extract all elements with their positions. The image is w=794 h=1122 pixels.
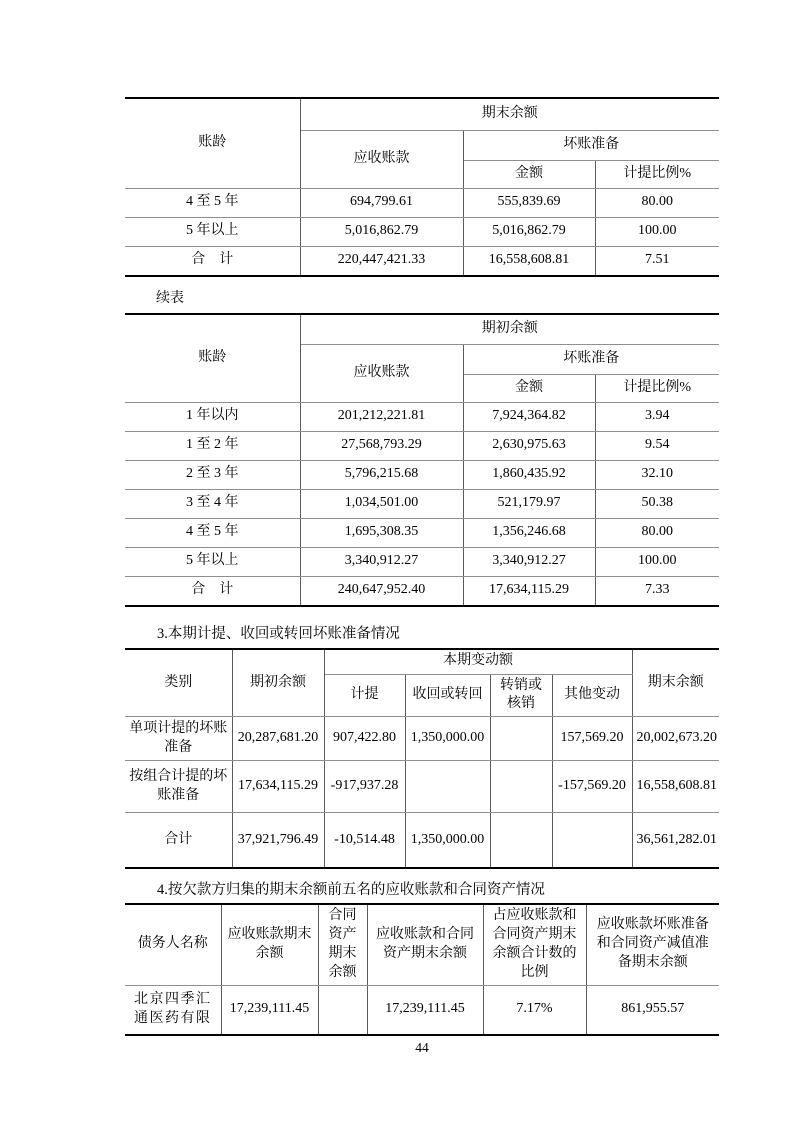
recovered-column-header: 收回或转回	[405, 674, 490, 717]
other-change-cell: 157,569.20	[552, 717, 632, 761]
table-row	[125, 402, 719, 431]
table-row	[125, 985, 719, 1034]
amount-cell: 555,839.69	[463, 188, 595, 217]
category-column-header: 类别	[125, 650, 232, 717]
amount-cell: 1,356,246.68	[463, 518, 595, 547]
closing-cell: 36,561,282.01	[632, 813, 719, 867]
other-change-column-header: 其他变动	[552, 674, 632, 717]
aging-beginning-balance-table	[125, 315, 719, 605]
table-row	[125, 761, 719, 813]
ratio-column-header: 计提比例%	[595, 160, 719, 188]
table-header-row	[125, 905, 719, 985]
aging-cell: 合 计	[125, 576, 300, 605]
ratio-column-header: 计提比例%	[595, 374, 719, 402]
aging-cell: 3 至 4 年	[125, 489, 300, 518]
aging-ending-balance-table-wrap	[125, 97, 719, 277]
ratio-cell: 7.51	[595, 246, 719, 275]
receivable-cell: 1,695,308.35	[300, 518, 463, 547]
receivable-column-header: 应收账款	[300, 130, 463, 188]
table-row	[125, 431, 719, 460]
table-row	[125, 188, 719, 217]
other-change-cell	[552, 813, 632, 867]
amount-column-header: 金额	[463, 374, 595, 402]
opening-balance-column-header: 期初余额	[232, 650, 324, 717]
aging-beginning-balance-table-wrap	[125, 313, 719, 607]
ratio-column-header: 占应收账款和合同资产期末余额合计数的比例	[483, 905, 586, 985]
amount-column-header: 金额	[463, 160, 595, 188]
receivable-cell: 240,647,952.40	[300, 576, 463, 605]
amount-cell: 5,016,862.79	[463, 217, 595, 246]
table-row	[125, 518, 719, 547]
section-4-heading: 4.按欠款方归集的期末余额前五名的应收账款和合同资产情况	[157, 882, 545, 898]
table-row	[125, 460, 719, 489]
table-row	[125, 547, 719, 576]
table-header-row	[125, 315, 719, 344]
aging-ending-balance-table	[125, 99, 719, 275]
combined-balance-cell: 17,239,111.45	[367, 985, 483, 1034]
aging-cell: 1 至 2 年	[125, 431, 300, 460]
debtor-cell: 北京四季汇通医药有限	[125, 985, 221, 1034]
amount-cell: 17,634,115.29	[463, 576, 595, 605]
debtor-column-header: 债务人名称	[125, 905, 221, 985]
contract-asset-cell	[318, 985, 367, 1034]
recovered-cell: 1,350,000.00	[405, 813, 490, 867]
table-header-row	[125, 650, 719, 674]
top-debtors-table-wrap	[125, 903, 719, 1036]
ratio-cell: 80.00	[595, 518, 719, 547]
written-off-cell	[490, 761, 552, 813]
receivable-cell: 694,799.61	[300, 188, 463, 217]
ratio-cell: 50.38	[595, 489, 719, 518]
aging-cell: 4 至 5 年	[125, 188, 300, 217]
aging-cell: 1 年以内	[125, 402, 300, 431]
aging-cell: 合 计	[125, 246, 300, 275]
table-header-row	[125, 99, 719, 130]
page-number: 44	[415, 1040, 429, 1055]
other-change-cell: -157,569.20	[552, 761, 632, 813]
amount-cell: 2,630,975.63	[463, 431, 595, 460]
aging-column-header: 账龄	[125, 315, 300, 402]
category-cell: 单项计提的坏账准备	[125, 717, 232, 761]
ending-balance-group-header: 期末余额	[300, 99, 719, 130]
aging-cell: 4 至 5 年	[125, 518, 300, 547]
aging-cell: 5 年以上	[125, 217, 300, 246]
provision-changes-table-wrap	[125, 648, 719, 869]
ratio-cell: 3.94	[595, 402, 719, 431]
total-row	[125, 813, 719, 867]
ratio-cell: 7.17%	[483, 985, 586, 1034]
amount-cell: 1,860,435.92	[463, 460, 595, 489]
provision-cell: -10,514.48	[324, 813, 405, 867]
ratio-cell: 7.33	[595, 576, 719, 605]
recovered-cell	[405, 761, 490, 813]
bad-debt-group-header: 坏账准备	[463, 344, 719, 374]
ar-closing-cell: 17,239,111.45	[221, 985, 318, 1034]
continued-table-label: 续表	[156, 291, 184, 306]
provision-column-header: 应收账款坏账准备和合同资产减值准备期末余额	[586, 905, 719, 985]
provision-cell: 861,955.57	[586, 985, 719, 1034]
aging-cell: 2 至 3 年	[125, 460, 300, 489]
written-off-cell	[490, 813, 552, 867]
category-cell: 合计	[125, 813, 232, 867]
receivable-cell: 27,568,793.29	[300, 431, 463, 460]
ratio-cell: 80.00	[595, 188, 719, 217]
beginning-balance-group-header: 期初余额	[300, 315, 719, 344]
provision-column-header: 计提	[324, 674, 405, 717]
receivable-cell: 1,034,501.00	[300, 489, 463, 518]
aging-column-header: 账龄	[125, 99, 300, 188]
opening-cell: 20,287,681.20	[232, 717, 324, 761]
contract-asset-column-header: 合同资产期末余额	[318, 905, 367, 985]
receivable-cell: 201,212,221.81	[300, 402, 463, 431]
receivable-cell: 5,796,215.68	[300, 460, 463, 489]
current-change-group-header: 本期变动额	[324, 650, 632, 674]
written-off-cell	[490, 717, 552, 761]
amount-cell: 521,179.97	[463, 489, 595, 518]
ratio-cell: 9.54	[595, 431, 719, 460]
opening-cell: 17,634,115.29	[232, 761, 324, 813]
provision-cell: -917,937.28	[324, 761, 405, 813]
amount-cell: 16,558,608.81	[463, 246, 595, 275]
total-row	[125, 246, 719, 275]
provision-cell: 907,422.80	[324, 717, 405, 761]
aging-cell: 5 年以上	[125, 547, 300, 576]
combined-balance-column-header: 应收账款和合同资产期末余额	[367, 905, 483, 985]
amount-cell: 3,340,912.27	[463, 547, 595, 576]
provision-changes-table	[125, 650, 719, 867]
receivable-cell: 220,447,421.33	[300, 246, 463, 275]
closing-balance-column-header: 期末余额	[632, 650, 719, 717]
category-cell: 按组合计提的坏账准备	[125, 761, 232, 813]
table-row	[125, 217, 719, 246]
closing-cell: 20,002,673.20	[632, 717, 719, 761]
written-off-column-header: 转销或核销	[490, 674, 552, 717]
ratio-cell: 32.10	[595, 460, 719, 489]
top-debtors-table	[125, 905, 719, 1034]
receivable-column-header: 应收账款	[300, 344, 463, 402]
section-3-heading: 3.本期计提、收回或转回坏账准备情况	[157, 626, 400, 642]
table-row	[125, 489, 719, 518]
ratio-cell: 100.00	[595, 547, 719, 576]
recovered-cell: 1,350,000.00	[405, 717, 490, 761]
ratio-cell: 100.00	[595, 217, 719, 246]
closing-cell: 16,558,608.81	[632, 761, 719, 813]
total-row	[125, 576, 719, 605]
receivable-cell: 5,016,862.79	[300, 217, 463, 246]
opening-cell: 37,921,796.49	[232, 813, 324, 867]
amount-cell: 7,924,364.82	[463, 402, 595, 431]
bad-debt-group-header: 坏账准备	[463, 130, 719, 160]
ar-closing-column-header: 应收账款期末余额	[221, 905, 318, 985]
table-row	[125, 717, 719, 761]
receivable-cell: 3,340,912.27	[300, 547, 463, 576]
